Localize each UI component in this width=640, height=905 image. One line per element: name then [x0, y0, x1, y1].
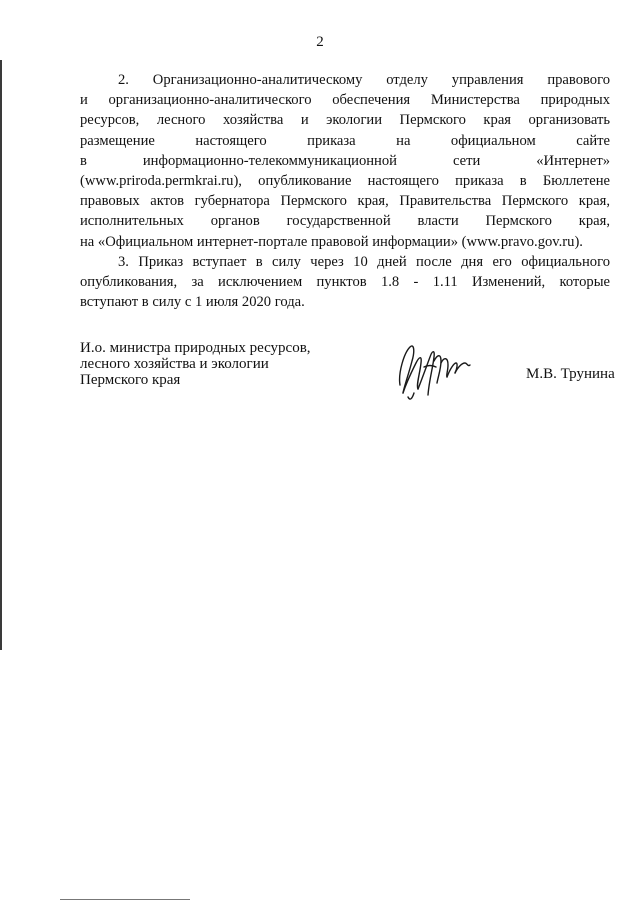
paragraph-line: 3. Приказ вступает в силу через 10 дней после дня его официального [118, 253, 610, 270]
scan-edge-bottom [60, 899, 190, 900]
signatory-name: М.В. Трунина [526, 366, 615, 382]
paragraph-line: в информационно-телекоммуникационной сети «Интернет» [80, 152, 610, 169]
signatory-position [80, 340, 311, 388]
signatory-position-line: лесного хозяйства и экологии [80, 356, 269, 372]
handwritten-signature [394, 337, 476, 401]
paragraph-3 [80, 252, 610, 313]
paragraph-line: на «Официальном интернет-портале правовой информации» (www.pravo.gov.ru). [80, 233, 583, 250]
paragraph-line: размещение настоящего приказа на официальном сайте [80, 132, 610, 149]
signatory-position-line: Пермского края [80, 372, 181, 388]
paragraph-line: 2. Организационно-аналитическому отделу управления правового [118, 72, 610, 88]
order-body-text [80, 70, 610, 312]
scan-edge-left [0, 60, 2, 650]
paragraph-line: вступают в силу с 1 июля 2020 года. [80, 294, 305, 311]
paragraph-line: правовых актов губернатора Пермского края, Правительства Пермского края, [80, 193, 610, 210]
paragraph-line: (www.priroda.permkrai.ru), опубликование настоящего приказа в Бюллетене [80, 173, 610, 190]
paragraph-line: опубликования, за исключением пунктов 1.8 - 1.11 Изменений, которые [80, 274, 610, 291]
paragraph-2 [80, 70, 610, 252]
signatory-position-line: И.о. министра природных ресурсов, [80, 340, 311, 356]
paragraph-line: ресурсов, лесного хозяйства и экологии Пермского края организовать [80, 112, 610, 129]
page-number: 2 [316, 34, 324, 50]
paragraph-line: и организационно-аналитического обеспечения Министерства природных [80, 92, 610, 109]
paragraph-line: исполнительных органов государственной власти Пермского края, [80, 213, 610, 230]
